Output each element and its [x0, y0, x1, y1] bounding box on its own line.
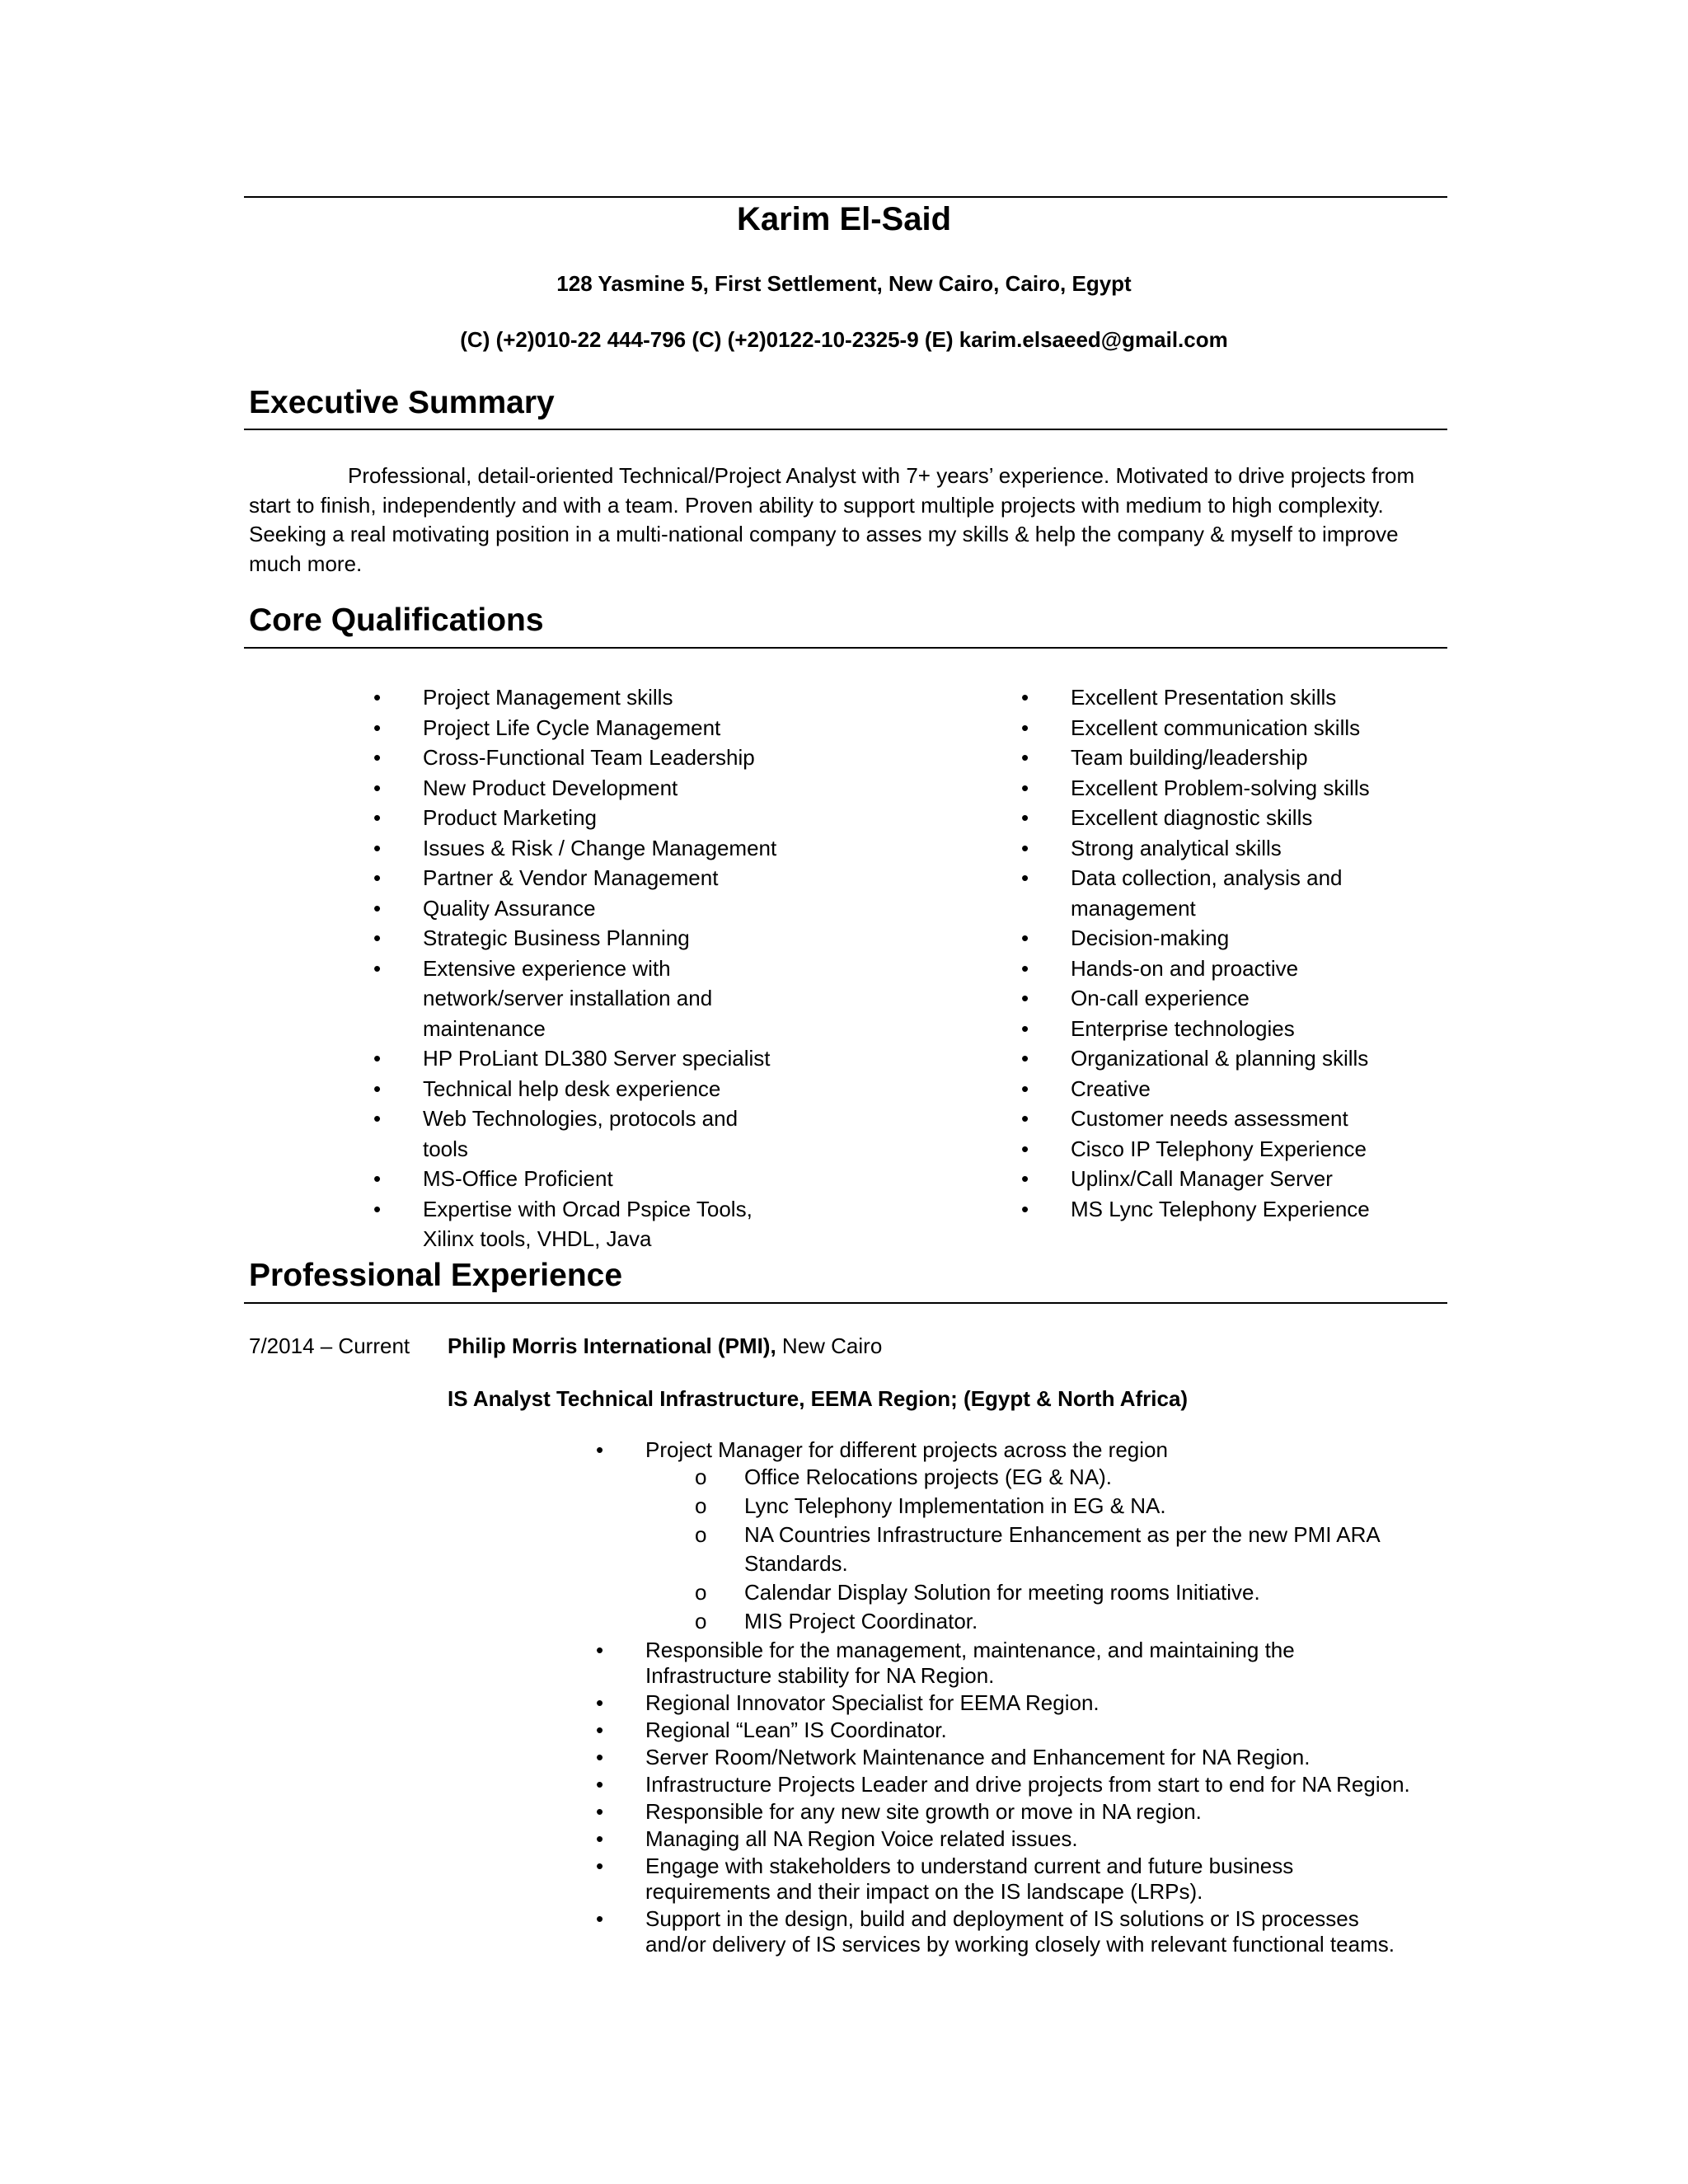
circle-bullet-icon: o — [695, 1609, 707, 1633]
list-item: • Extensive experience with network/server installation and maintenance — [373, 954, 802, 1044]
bullet-icon: • — [1021, 865, 1029, 890]
section-title-executive-summary: Executive Summary — [249, 385, 555, 420]
list-item: • Hands-on and proactive — [1021, 954, 1442, 984]
job-role: IS Analyst Technical Infrastructure, EEMA Region; (Egypt & North Africa) — [448, 1386, 1189, 1411]
bullet-icon: • — [1021, 926, 1029, 950]
list-item: • Customer needs assessment — [1021, 1104, 1442, 1134]
bullet-icon: • — [596, 1638, 604, 1662]
bullet-icon: • — [1021, 1166, 1029, 1191]
list-item: • Organizational & planning skills — [1021, 1043, 1442, 1074]
list-item: o NA Countries Infrastructure Enhancement as per the new PMI ARA Standards. — [695, 1522, 1380, 1576]
bullet-icon: • — [373, 745, 382, 770]
list-item: • Excellent diagnostic skills — [1021, 803, 1442, 833]
address-line: 128 Yasmine 5, First Settlement, New Cairo, Cairo, Egypt — [556, 271, 1132, 296]
list-item: • Responsible for the management, maintenance, and maintaining the Infrastructure stability for NA Region. — [596, 1638, 1295, 1688]
bullet-icon: • — [373, 835, 382, 860]
summary-paragraph — [249, 462, 1452, 579]
bullet-icon: • — [596, 1854, 604, 1878]
bullet-icon: • — [1021, 715, 1029, 740]
bullet-icon: • — [373, 895, 382, 921]
header-top-rule — [244, 196, 1447, 198]
job-company — [448, 1332, 882, 1360]
list-item: • Excellent Presentation skills — [1021, 682, 1442, 713]
list-item: • Strategic Business Planning — [373, 923, 802, 954]
circle-bullet-icon: o — [695, 1465, 707, 1489]
bullet-icon: • — [373, 926, 382, 950]
list-item: • MS-Office Proficient — [373, 1164, 802, 1194]
bullet-icon: • — [373, 775, 382, 800]
list-item: • Cross-Functional Team Leadership — [373, 743, 802, 773]
list-item: • Engage with stakeholders to understand current and future business requirements and their impact on the IS landscape (LRPs). — [596, 1854, 1294, 1904]
list-item: • Data collection, analysis and management — [1021, 863, 1442, 923]
bullet-icon: • — [1021, 1046, 1029, 1071]
section-title-core-qualifications: Core Qualifications — [249, 602, 544, 638]
bullet-icon: • — [596, 1690, 604, 1715]
list-item: • Regional Innovator Specialist for EEMA Region. — [596, 1690, 1100, 1715]
bullet-icon: • — [1021, 955, 1029, 981]
list-item: • Decision-making — [1021, 923, 1442, 954]
list-item: • On-call experience — [1021, 983, 1442, 1014]
list-item: • Quality Assurance — [373, 893, 802, 924]
list-item: • Strong analytical skills — [1021, 833, 1442, 864]
list-item: • New Product Development — [373, 773, 802, 804]
list-item: • Excellent Problem-solving skills — [1021, 773, 1442, 804]
list-item: • Excellent communication skills — [1021, 713, 1442, 743]
bullet-icon: • — [1021, 805, 1029, 830]
bullet-icon: • — [373, 955, 382, 981]
list-item: • Team building/leadership — [1021, 743, 1442, 773]
list-item: • Project Life Cycle Management — [373, 713, 802, 743]
bullet-icon: • — [1021, 835, 1029, 860]
list-item: • Web Technologies, protocols and tools — [373, 1104, 802, 1164]
bullet-icon: • — [373, 805, 382, 830]
bullet-icon: • — [373, 1076, 382, 1101]
list-item: • Support in the design, build and deployment of IS solutions or IS processes and/or delivery of IS services by working closely with relevant functional teams. — [596, 1906, 1395, 1957]
bullet-icon: • — [1021, 775, 1029, 800]
list-item: • Issues & Risk / Change Management — [373, 833, 802, 864]
list-item: • Managing all NA Region Voice related issues. — [596, 1826, 1078, 1851]
bullet-icon: • — [1021, 745, 1029, 770]
summary-text: Professional, detail-oriented Technical/Project Analyst with 7+ years’ experience. Motivated to drive projects from start to finish, independently and with a team. Proven ability to support multiple projects with medium to high complexity. Seeking a real motivating position in a multi-national company to asses my skills & help the company & myself to improve much more. — [249, 463, 1415, 576]
list-item: • Project Manager for different projects across the region o Office Relocations projects (EG & NA). o Lync Telephony Implementation in EG & NA. o NA Countries Infrastructure Enhancement as per the new PMI ARA Standards. o Calendar Display Solution for meeting rooms Initiative. o MIS Project Coordinator. — [596, 1437, 1445, 1636]
list-item: • Technical help desk experience — [373, 1074, 802, 1104]
bullet-icon: • — [373, 1046, 382, 1071]
list-item: • Uplinx/Call Manager Server — [1021, 1164, 1442, 1194]
bullet-icon: • — [1021, 986, 1029, 1010]
bullet-icon: • — [1021, 1196, 1029, 1221]
qualifications-left-list — [373, 682, 802, 1254]
list-item: • Cisco IP Telephony Experience — [1021, 1134, 1442, 1165]
bullet-icon: • — [596, 1826, 604, 1851]
bullet-icon: • — [1021, 1106, 1029, 1131]
list-item: • Regional “Lean” IS Coordinator. — [596, 1718, 947, 1742]
candidate-name: Karim El-Said — [736, 201, 952, 237]
bullet-icon: • — [596, 1745, 604, 1769]
subprojects-list — [596, 1463, 1445, 1636]
list-item: o Office Relocations projects (EG & NA). — [596, 1463, 1445, 1492]
list-item: o Lync Telephony Implementation in EG & NA. — [596, 1492, 1445, 1521]
list-item: o Calendar Display Solution for meeting rooms Initiative. — [596, 1578, 1445, 1607]
section-title-professional-experience: Professional Experience — [249, 1258, 623, 1293]
list-item: • Server Room/Network Maintenance and Enhancement for NA Region. — [596, 1745, 1311, 1769]
job-dates: 7/2014 – Current — [249, 1333, 410, 1358]
bullet-icon: • — [373, 1166, 382, 1191]
bullet-icon: • — [596, 1718, 604, 1742]
qualifications-right-list — [1021, 682, 1442, 1224]
bullet-icon: • — [1021, 685, 1029, 710]
bullet-icon: • — [373, 1196, 382, 1221]
bullet-icon: • — [1021, 1076, 1029, 1101]
list-item: • Product Marketing — [373, 803, 802, 833]
list-item: • Creative — [1021, 1074, 1442, 1104]
bullet-icon: • — [596, 1437, 604, 1462]
bullet-icon: • — [373, 1106, 382, 1131]
circle-bullet-icon: o — [695, 1580, 707, 1605]
list-item: • Infrastructure Projects Leader and drive projects from start to end for NA Region. — [596, 1772, 1410, 1797]
bullet-icon: • — [373, 865, 382, 890]
circle-bullet-icon: o — [695, 1493, 707, 1518]
bullet-icon: • — [596, 1799, 604, 1824]
list-item: • Project Management skills — [373, 682, 802, 713]
bullet-icon: • — [373, 715, 382, 740]
bullet-icon: • — [373, 685, 382, 710]
qualifications-rule — [244, 647, 1447, 649]
bullet-icon: • — [1021, 1015, 1029, 1041]
contact-line: (C) (+2)010-22 444-796 (C) (+2)0122-10-2325-9 (E) karim.elsaeed@gmail.com — [460, 327, 1228, 352]
list-item: • Expertise with Orcad Pspice Tools, Xilinx tools, VHDL, Java — [373, 1194, 802, 1254]
list-item: o MIS Project Coordinator. — [596, 1607, 1445, 1636]
company-location: New Cairo — [776, 1333, 883, 1358]
bullet-icon: • — [1021, 1136, 1029, 1161]
job-duties-list — [596, 1437, 1445, 1959]
list-item: • Responsible for any new site growth or move in NA region. — [596, 1799, 1202, 1824]
list-item: • MS Lync Telephony Experience — [1021, 1194, 1442, 1225]
summary-rule — [244, 429, 1447, 430]
list-item: • Enterprise technologies — [1021, 1014, 1442, 1044]
list-item: • Partner & Vendor Management — [373, 863, 802, 893]
company-name: Philip Morris International (PMI), — [448, 1333, 776, 1358]
experience-rule — [244, 1302, 1447, 1304]
bullet-icon: • — [596, 1906, 604, 1931]
circle-bullet-icon: o — [695, 1522, 707, 1547]
list-item: • HP ProLiant DL380 Server specialist — [373, 1043, 802, 1074]
bullet-icon: • — [596, 1772, 604, 1797]
